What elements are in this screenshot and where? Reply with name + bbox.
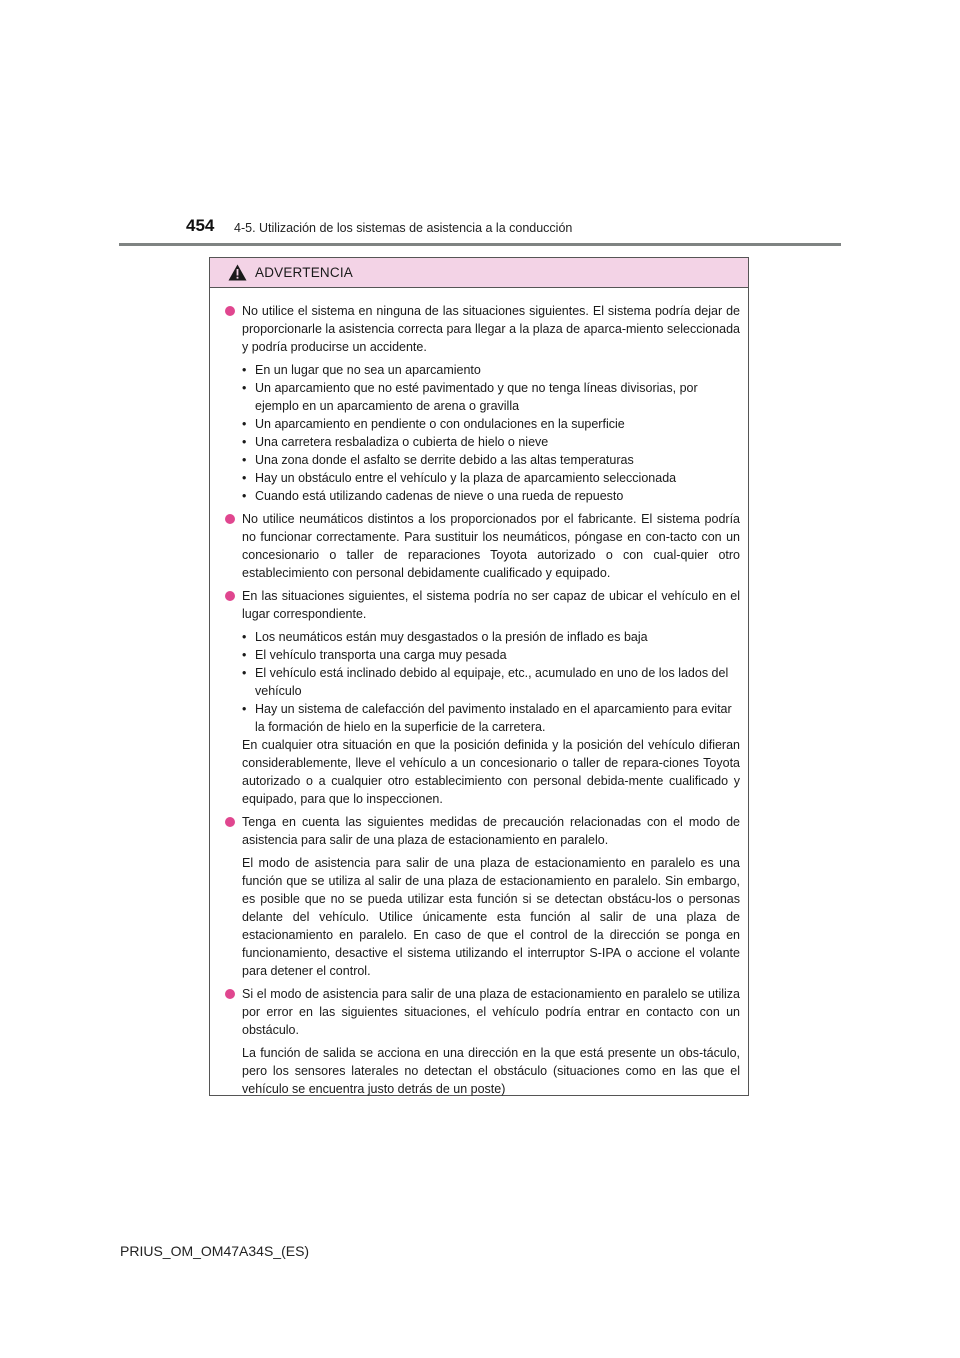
list-item: • Una carretera resbaladiza o cubierta de hielo o nieve (242, 435, 549, 449)
list-item: • El vehículo transporta una carga muy pesada (242, 648, 507, 662)
list-item: • Los neumáticos están muy desgastados o la presión de inflado es baja (242, 630, 648, 644)
list-item: • Hay un sistema de calefacción del pavimento instalado en el aparcamiento para evitar la formación de hielo en la superficie de la carretera. (242, 702, 732, 734)
bullet-icon (225, 591, 235, 601)
warning-body (210, 288, 748, 1098)
list-item: • Hay un obstáculo entre el vehículo y la plaza de aparcamiento seleccionada (242, 471, 677, 485)
list-item-text: Cuando está utilizando cadenas de nieve o una rueda de repuesto (255, 489, 624, 503)
warning-box (209, 257, 749, 1096)
warning-item-text: No utilice el sistema en ninguna de las situaciones siguientes. El sistema podría dejar de proporcionarle la asistencia correcta para llegar a la plaza de aparca-miento seleccionada y podría producirse un accidente. (242, 304, 740, 354)
note-paragraph: En cualquier otra situación en que la posición definida y la posición del vehículo difieran considerablemente, lleve el vehículo a un concesionario o taller de repara-ciones Toyota autorizado o a cualquier otro establecimiento con personal debida-mente cualificado y equipado, para que lo inspeccionen. (242, 738, 740, 806)
list-item-text: Una carretera resbaladiza o cubierta de hielo o nieve (255, 435, 549, 449)
warning-item (225, 985, 740, 1039)
warning-item (225, 813, 740, 849)
list-item-text: Hay un sistema de calefacción del pavimento instalado en el aparcamiento para evitar la formación de hielo en la superficie de la carretera. (255, 702, 732, 734)
warning-item-text: Tenga en cuenta las siguientes medidas de precaución relacionadas con el modo de asistencia para salir de una plaza de estacionamiento en paralelo. (242, 815, 740, 847)
warning-header (210, 258, 748, 288)
list-item-text: Hay un obstáculo entre el vehículo y la plaza de aparcamiento seleccionada (255, 471, 677, 485)
warning-title: ADVERTENCIA (255, 265, 353, 280)
list-item: • En un lugar que no sea un aparcamiento (242, 363, 481, 377)
bullet-icon (225, 514, 235, 524)
detail-paragraph: El modo de asistencia para salir de una plaza de estacionamiento en paralelo es una función que se utiliza al salir de una plaza de estacionamiento en paralelo. Sin embargo, es posible que no se pueda utilizar esta función si se detectan obstácu-los o personas delante del vehículo. Utilice únicamente esta función al salir de una plaza de estacionamiento en paralelo. En caso de que el control de la dirección se ponga en funcionamiento, desactive el sistema utilizando el interruptor S-IPA o accione el volante para detener el control. (242, 856, 740, 978)
warning-item-text: Si el modo de asistencia para salir de una plaza de estacionamiento en paralelo se utiliza por error en las siguientes situaciones, el vehículo podría entrar en contacto con un obstáculo. (242, 987, 740, 1037)
bullet-icon (225, 306, 235, 316)
header-divider (119, 243, 841, 246)
warning-item (225, 510, 740, 582)
sub-list (242, 628, 740, 736)
list-item: • Una zona donde el asfalto se derrite debido a las altas temperaturas (242, 453, 634, 467)
list-item-text: El vehículo está inclinado debido al equipaje, etc., acumulado en uno de los lados del vehículo (255, 666, 729, 698)
list-item-text: En un lugar que no sea un aparcamiento (255, 363, 481, 377)
list-item-text: El vehículo transporta una carga muy pesada (255, 648, 507, 662)
detail-paragraph: La función de salida se acciona en una dirección en la que está presente un obs-táculo, pero los sensores laterales no detectan el obstáculo (situaciones como en las que el vehículo se encuentra justo detrás de un poste) (242, 1046, 740, 1096)
page-number: 454 (186, 216, 215, 235)
chapter-title: 4-5. Utilización de los sistemas de asistencia a la conducción (234, 221, 573, 235)
sub-list (242, 361, 740, 505)
list-item: • El vehículo está inclinado debido al equipaje, etc., acumulado en uno de los lados del vehículo (242, 666, 729, 698)
warning-triangle-icon (228, 264, 247, 281)
warning-item (225, 587, 740, 623)
list-item: • Un aparcamiento en pendiente o con ondulaciones en la superficie (242, 417, 625, 431)
document-code: PRIUS_OM_OM47A34S_(ES) (120, 1243, 310, 1259)
warning-item-text: En las situaciones siguientes, el sistema podría no ser capaz de ubicar el vehículo en el lugar correspondiente. (242, 589, 740, 621)
bullet-icon (225, 817, 235, 827)
list-item-text: Un aparcamiento que no esté pavimentado y que no tenga líneas divisorias, por ejemplo en un aparcamiento de arena o gravilla (255, 381, 698, 413)
list-item-text: Una zona donde el asfalto se derrite debido a las altas temperaturas (255, 453, 634, 467)
list-item: • Un aparcamiento que no esté pavimentado y que no tenga líneas divisorias, por ejemplo en un aparcamiento de arena o gravilla (242, 381, 698, 413)
list-item-text: Un aparcamiento en pendiente o con ondulaciones en la superficie (255, 417, 625, 431)
warning-item-text: No utilice neumáticos distintos a los proporcionados por el fabricante. El sistema podría no funcionar correctamente. Para sustituir los neumáticos, póngase en con-tacto con un concesionario o taller de reparaciones Toyota autorizado o con cual-quier otro establecimiento con personal debidamente cualificado y equipado. (242, 512, 740, 580)
list-item-text: Los neumáticos están muy desgastados o la presión de inflado es baja (255, 630, 648, 644)
bullet-icon (225, 989, 235, 999)
warning-item (225, 302, 740, 356)
list-item: • Cuando está utilizando cadenas de nieve o una rueda de repuesto (242, 489, 624, 503)
